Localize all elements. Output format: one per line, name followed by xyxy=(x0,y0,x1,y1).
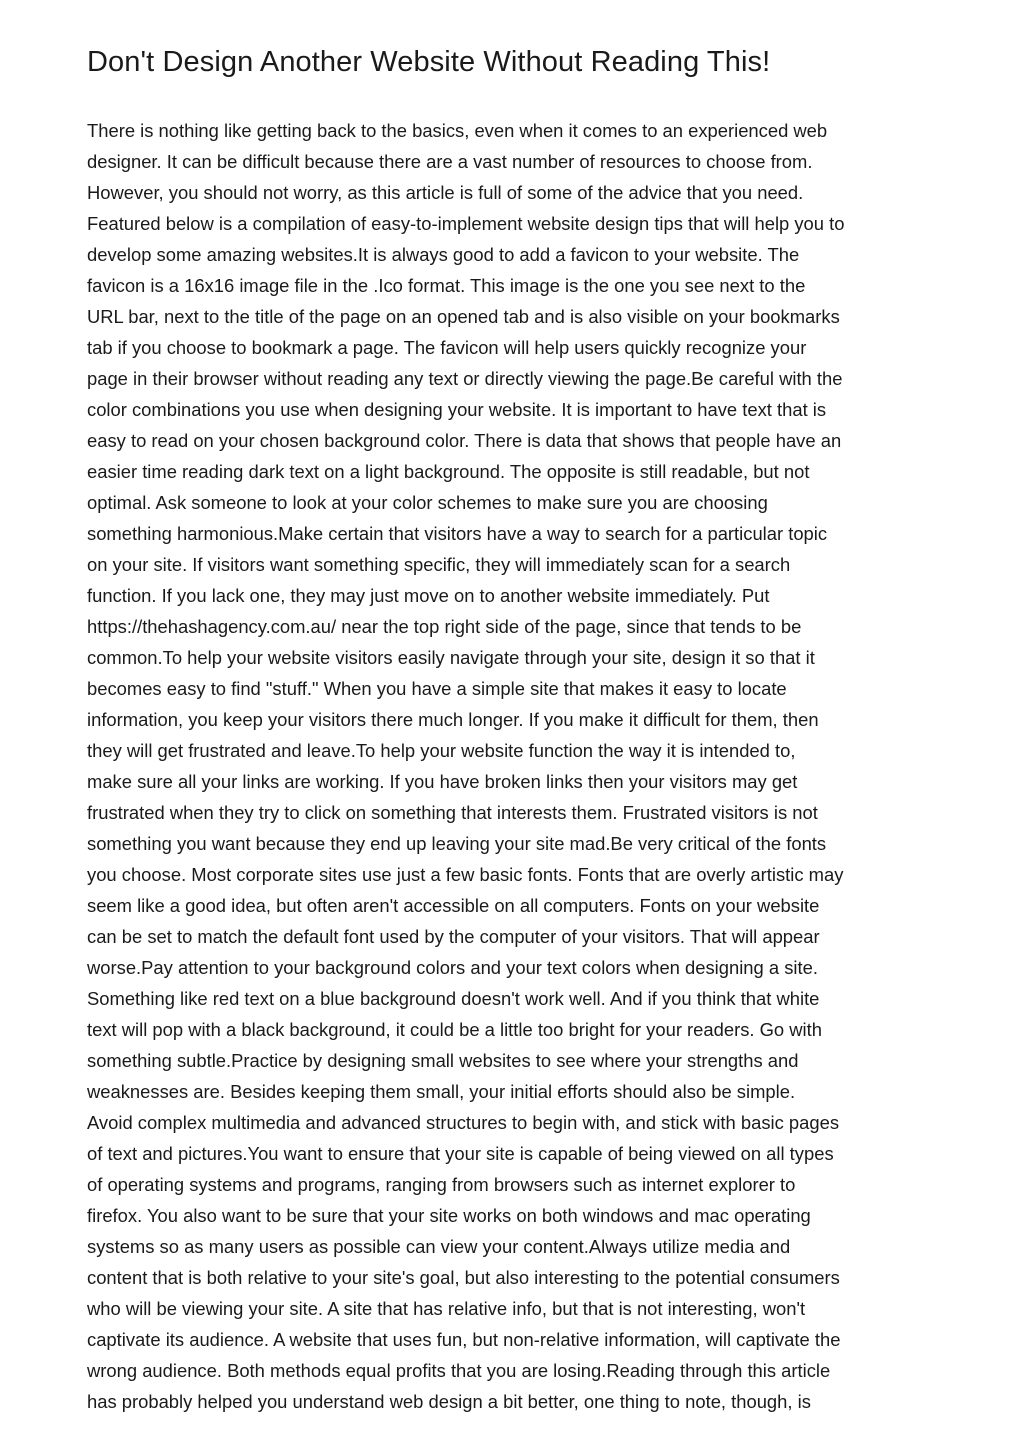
article-body-line: worse.Pay attention to your background colors and your text colors when designing a site. xyxy=(87,957,818,978)
article-body-line: easier time reading dark text on a light background. The opposite is still readable, but not xyxy=(87,461,810,482)
article-body-line: weaknesses are. Besides keeping them small, your initial efforts should also be simple. xyxy=(87,1081,796,1102)
article-body-line: who will be viewing your site. A site that has relative info, but that is not interesting, won't xyxy=(87,1298,806,1319)
article-body-line: tab if you choose to bookmark a page. The favicon will help users quickly recognize your xyxy=(87,337,807,358)
article-body-line: on your site. If visitors want something specific, they will immediately scan for a search xyxy=(87,554,791,575)
article-body xyxy=(87,115,947,1417)
article-body-line: function. If you lack one, they may just move on to another website immediately. Put xyxy=(87,585,770,606)
article-body-line: content that is both relative to your site's goal, but also interesting to the potential consumers xyxy=(87,1267,840,1288)
article-body-line: Featured below is a compilation of easy-to-implement website design tips that will help you to xyxy=(87,213,845,234)
article-title: Don't Design Another Website Without Reading This! xyxy=(87,46,771,78)
article-body-line: of text and pictures.You want to ensure that your site is capable of being viewed on all types xyxy=(87,1143,834,1164)
article-body-line: systems so as many users as possible can view your content.Always utilize media and xyxy=(87,1236,791,1257)
article-body-line: However, you should not worry, as this article is full of some of the advice that you need. xyxy=(87,182,804,203)
article-body-line: color combinations you use when designing your website. It is important to have text that is xyxy=(87,399,827,420)
article-body-line: URL bar, next to the title of the page on an opened tab and is also visible on your bookmarks xyxy=(87,306,840,327)
article-body-line: favicon is a 16x16 image file in the .Ico format. This image is the one you see next to the xyxy=(87,275,806,296)
article-body-line: There is nothing like getting back to the basics, even when it comes to an experienced web xyxy=(87,120,828,141)
article-body-line: something you want because they end up leaving your site mad.Be very critical of the fonts xyxy=(87,833,827,854)
article-body-line: wrong audience. Both methods equal profits that you are losing.Reading through this article xyxy=(87,1360,831,1381)
article-body-line: can be set to match the default font used by the computer of your visitors. That will appear xyxy=(87,926,820,947)
article-body-line: captivate its audience. A website that uses fun, but non-relative information, will captivate the xyxy=(87,1329,841,1350)
article-body-line: seem like a good idea, but often aren't accessible on all computers. Fonts on your website xyxy=(87,895,820,916)
article-body-line: common.To help your website visitors easily navigate through your site, design it so that it xyxy=(87,647,815,668)
article-body-line: optimal. Ask someone to look at your color schemes to make sure you are choosing xyxy=(87,492,768,513)
article-body-line: they will get frustrated and leave.To help your website function the way it is intended to, xyxy=(87,740,796,761)
article-body-line: has probably helped you understand web design a bit better, one thing to note, though, is xyxy=(87,1391,811,1412)
article-body-line: Avoid complex multimedia and advanced structures to begin with, and stick with basic pages xyxy=(87,1112,840,1133)
article-body-line: text will pop with a black background, it could be a little too bright for your readers. Go with xyxy=(87,1019,822,1040)
article-body-line: something harmonious.Make certain that visitors have a way to search for a particular topic xyxy=(87,523,828,544)
article-body-line: becomes easy to find "stuff." When you have a simple site that makes it easy to locate xyxy=(87,678,787,699)
article-body-line: page in their browser without reading any text or directly viewing the page.Be careful with the xyxy=(87,368,843,389)
article-body-line: of operating systems and programs, ranging from browsers such as internet explorer to xyxy=(87,1174,796,1195)
article-body-line: information, you keep your visitors there much longer. If you make it difficult for them, then xyxy=(87,709,819,730)
article-body-line: https://thehashagency.com.au/ near the top right side of the page, since that tends to be xyxy=(87,616,802,637)
article-body-line: frustrated when they try to click on something that interests them. Frustrated visitors is not xyxy=(87,802,818,823)
article-body-line: develop some amazing websites.It is always good to add a favicon to your website. The xyxy=(87,244,800,265)
article-body-line: firefox. You also want to be sure that your site works on both windows and mac operating xyxy=(87,1205,811,1226)
article-body-line: make sure all your links are working. If you have broken links then your visitors may get xyxy=(87,771,798,792)
article-body-line: you choose. Most corporate sites use just a few basic fonts. Fonts that are overly artistic may xyxy=(87,864,844,885)
article-body-line: Something like red text on a blue background doesn't work well. And if you think that white xyxy=(87,988,820,1009)
article-body-line: something subtle.Practice by designing small websites to see where your strengths and xyxy=(87,1050,799,1071)
article-body-line: easy to read on your chosen background color. There is data that shows that people have an xyxy=(87,430,842,451)
article-body-line: designer. It can be difficult because there are a vast number of resources to choose from. xyxy=(87,151,813,172)
